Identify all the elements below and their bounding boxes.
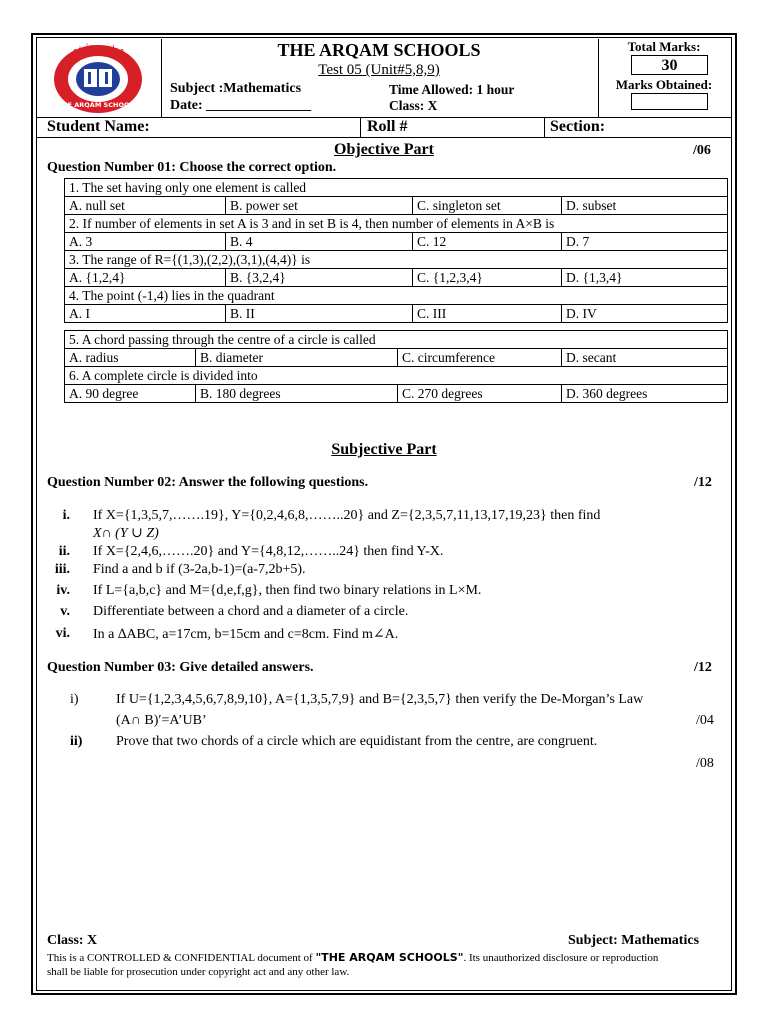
mcq-option[interactable]: C. 12 [413,233,562,251]
question-1-heading: Question Number 01: Choose the correct option. [47,160,337,175]
test-title: Test 05 (Unit#5,8,9) [318,62,440,78]
mcq-option[interactable]: B. power set [226,197,413,215]
class-label: Class: X [389,98,438,113]
q2-item-text: Find a and b if (3-2a,b-1)=(a-7,2b+5). [93,562,306,577]
marks-obtained-field[interactable] [631,93,708,110]
mcq-option[interactable]: C. {1,2,3,4} [413,269,562,287]
item-number: iv. [56,583,70,598]
section-field[interactable]: Section: [550,118,606,135]
date-field[interactable]: Date: _______________ [170,98,312,113]
mcq-option[interactable]: B. 4 [226,233,413,251]
q3-item-marks: /08 [696,756,714,771]
svg-text:مدارس الأرقم: مدارس الأرقم [71,45,125,55]
mcq-table-2 [64,330,728,403]
student-name-field[interactable]: Student Name: [47,118,150,135]
mcq-option[interactable]: B. {3,2,4} [226,269,413,287]
item-number: ii) [70,734,83,749]
total-marks-value: 30 [631,55,708,75]
mcq-option[interactable]: A. I [65,305,226,323]
q2-item-text-cont: X∩ (Y ∪ Z) [93,526,159,541]
mcq-option[interactable]: B. diameter [196,349,398,367]
mcq-option[interactable]: C. 270 degrees [398,385,562,403]
item-number: i. [62,508,70,523]
item-number: iii. [54,562,70,577]
mcq-option[interactable]: D. IV [562,305,728,323]
mcq-option[interactable]: A. 90 degree [65,385,196,403]
mcq-option[interactable]: A. 3 [65,233,226,251]
item-number: v. [60,604,70,619]
q2-item-text: If L={a,b,c} and M={d,e,f,g}, then find two binary relations in L×M. [93,583,482,598]
footer-class: Class: X [47,933,98,948]
item-number: ii. [58,544,70,559]
mcq-option[interactable]: B. 180 degrees [196,385,398,403]
q3-item-text-cont: (A∩ B)′=A’UB’ [116,713,207,728]
subjective-title: Subjective Part [331,441,437,458]
mcq-option[interactable]: D. 360 degrees [562,385,728,403]
time-allowed: Time Allowed: 1 hour [389,82,515,97]
question-2-heading: Question Number 02: Answer the following questions. [47,475,369,490]
question-2-marks: /12 [694,475,712,490]
mcq-option[interactable]: D. secant [562,349,728,367]
subject-label: Subject :Mathematics [170,81,302,96]
question-3-heading: Question Number 03: Give detailed answers. [47,660,314,675]
mcq-question: 6. A complete circle is divided into [65,367,728,385]
mcq-question: 1. The set having only one element is called [65,179,728,197]
mcq-table [64,178,728,323]
q3-item-text: If U={1,2,3,4,5,6,7,8,9,10}, A={1,3,5,7,9} and B={2,3,5,7} then verify the De-Morgan’s Law [116,692,644,707]
mcq-option[interactable]: D. subset [562,197,728,215]
mcq-option[interactable]: D. 7 [562,233,728,251]
total-marks-label: Total Marks: [627,39,701,54]
marks-obtained-label: Marks Obtained: [615,77,713,92]
objective-title: Objective Part [334,141,434,158]
mcq-question: 2. If number of elements in set A is 3 and in set B is 4, then number of elements in A×B is [65,215,728,233]
mcq-option[interactable]: B. II [226,305,413,323]
mcq-option[interactable]: D. {1,3,4} [562,269,728,287]
confidential-notice-line2: shall be liable for prosecution under copyright act and any other law. [47,966,350,978]
svg-text:THE ARQAM SCHOOLS: THE ARQAM SCHOOLS [57,101,139,109]
mcq-question: 4. The point (-1,4) lies in the quadrant [65,287,728,305]
mcq-option[interactable]: C. III [413,305,562,323]
roll-number-field[interactable]: Roll # [367,118,408,135]
school-title: THE ARQAM SCHOOLS [277,40,481,60]
q2-item-text: In a ∆ABC, a=17cm, b=15cm and c=8cm. Find m∠A. [93,627,399,642]
mcq-question: 5. A chord passing through the centre of a circle is called [65,331,728,349]
mcq-option[interactable]: A. radius [65,349,196,367]
mcq-option[interactable]: A. {1,2,4} [65,269,226,287]
q3-item-marks: /04 [696,713,714,728]
q2-item-text: Differentiate between a chord and a diameter of a circle. [93,604,409,619]
mcq-question: 3. The range of R={(1,3),(2,2),(3,1),(4,4)} is [65,251,728,269]
q2-item-text: If X={1,3,5,7,…….19}, Y={0,2,4,6,8,……..20} and Z={2,3,5,7,11,13,17,19,23} then find [93,508,601,523]
confidential-notice: This is a CONTROLLED & CONFIDENTIAL document of "THE ARQAM SCHOOLS". Its unauthorized disclosure or reproduction [47,951,659,964]
mcq-option[interactable]: C. circumference [398,349,562,367]
item-number: i) [70,692,79,707]
school-logo [40,39,158,117]
mcq-option[interactable]: A. null set [65,197,226,215]
mcq-option[interactable]: C. singleton set [413,197,562,215]
item-number: vi. [55,626,70,641]
question-3-marks: /12 [694,660,712,675]
objective-marks: /06 [693,143,711,158]
q3-item-text: Prove that two chords of a circle which are equidistant from the centre, are congruent. [116,734,598,749]
q2-item-text: If X={2,4,6,…….20} and Y={4,8,12,……..24} then find Y-X. [93,544,444,559]
footer-subject: Subject: Mathematics [568,933,700,948]
